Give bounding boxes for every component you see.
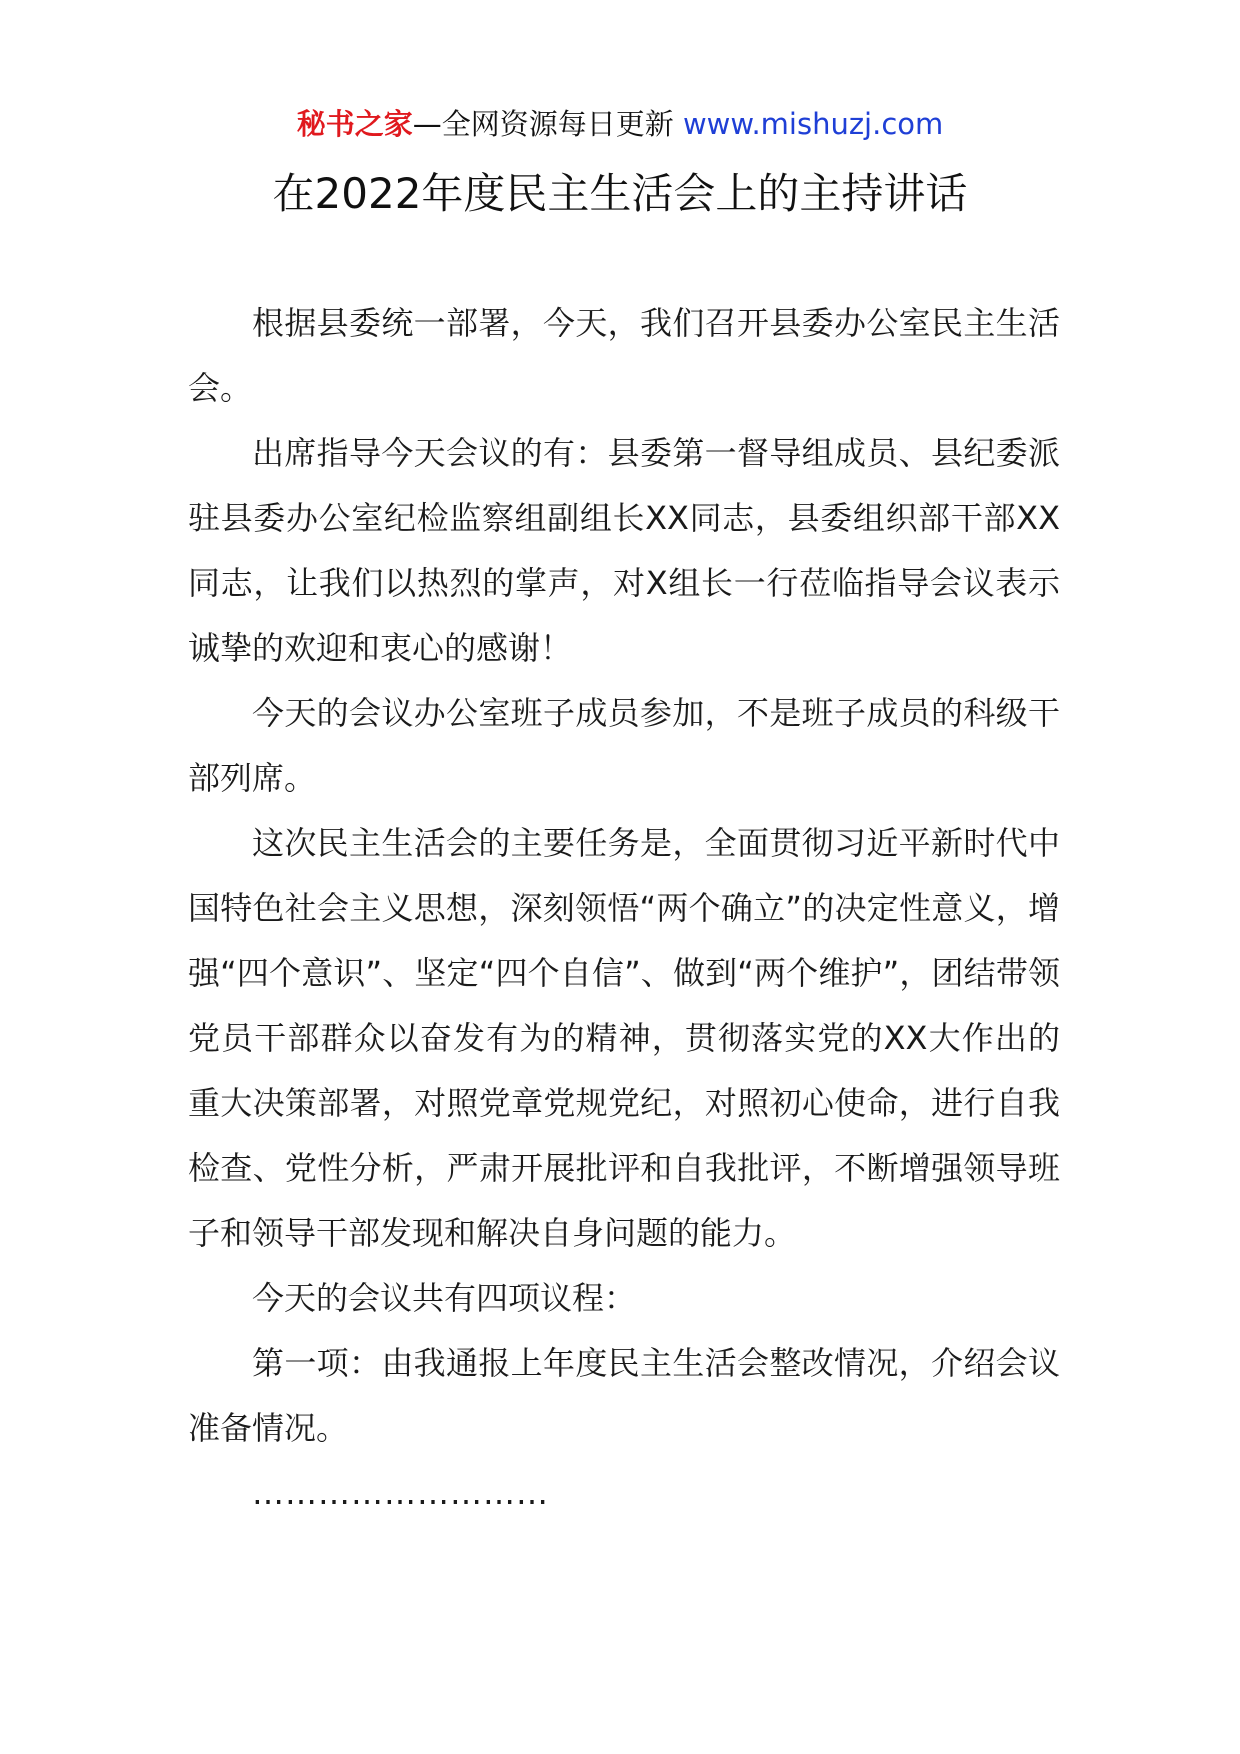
paragraph-1: 根据县委统一部署，今天，我们召开县委办公室民主生活会。 (188, 304, 1060, 407)
brand-tagline: —全网资源每日更新 (412, 107, 674, 141)
paragraph-5: 今天的会议共有四项议程： (252, 1279, 637, 1317)
watermark-header (0, 104, 1240, 144)
document-title: 在2022年度民主生活会上的主持讲话 (272, 169, 968, 218)
paragraph-4: 这次民主生活会的主要任务是，全面贯彻习近平新时代中国特色社会主义思想，深刻领悟“两个确立”的决定性意义，增强“四个意识”、坚定“四个自信”、做到“两个维护”，团结带领党员干部群众以奋发有为的精神，贯彻落实党的XX大作出的重大决策部署，对照党章党规党纪，对照初心使命，进行自我检查、党性分析，严肃开展批评和自我批评，不断增强领导班子和领导干部发现和解决自身问题的能力。 (188, 824, 1060, 1252)
paragraph-2: 出席指导今天会议的有：县委第一督导组成员、县纪委派驻县委办公室纪检监察组副组长XX同志，县委组织部干部XX同志，让我们以热烈的掌声，对X组长一行莅临指导会议表示诚挚的欢迎和衷心的感谢！ (188, 434, 1060, 667)
paragraph-6: 第一项：由我通报上年度民主生活会整改情况，介绍会议准备情况。 (188, 1344, 1060, 1447)
paragraph-3: 今天的会议办公室班子成员参加，不是班子成员的科级干部列席。 (188, 694, 1060, 797)
document-body (188, 291, 1060, 1526)
continuation-ellipsis: ……………………… (252, 1474, 549, 1512)
site-url-link[interactable]: www.mishuzj.com (682, 107, 944, 141)
brand-name: 秘书之家 (296, 107, 413, 141)
